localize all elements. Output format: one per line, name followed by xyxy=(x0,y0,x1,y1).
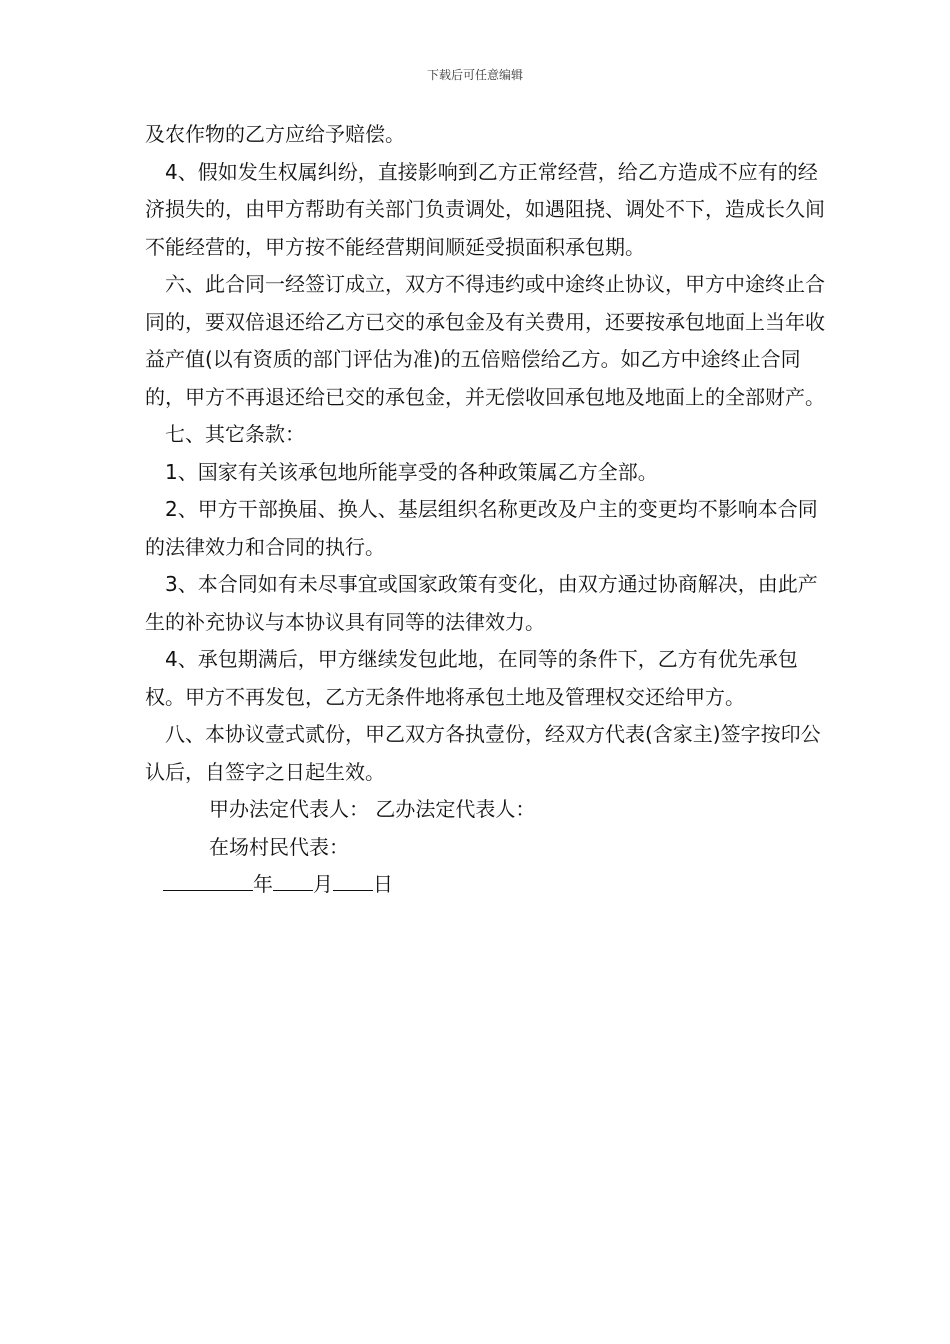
signature-line-parties xyxy=(145,791,835,829)
paragraph-continuation: 及农作物的乙方应给予赔偿。 xyxy=(145,122,405,146)
date-month-label: 月 xyxy=(313,872,333,896)
date-month-blank xyxy=(273,870,313,891)
paragraph-clause-1: 1、国家有关该承包地所能享受的各种政策属乙方全部。 xyxy=(165,459,658,484)
signature-villagers-label: 在场村民代表： xyxy=(209,834,349,859)
date-year-label: 年 xyxy=(253,872,273,896)
date-line xyxy=(145,866,835,904)
signature-party-a-label: 甲办法定代表人： xyxy=(209,797,369,821)
paragraph-clause-4-dispute: 4、假如发生权属纠纷，直接影响到乙方正常经营，给乙方造成不应有的经济损失的，由甲方帮助有关部门负责调处，如遇阻挠、调处不下，造成长久间不能经营的，甲方按不能经营期间顺延受损面积承包期。 xyxy=(145,159,825,259)
signature-line-villagers xyxy=(145,829,835,867)
paragraph-clause-2: 2、甲方干部换届、换人、基层组织名称更改及户主的变更均不影响本合同的法律效力和合同的执行。 xyxy=(145,497,818,559)
paragraph-section-6: 六、此合同一经签订成立，双方不得违约或中途终止协议，甲方中途终止合同的，要双倍退还给乙方已交的承包金及有关费用，还要按承包地面上当年收益产值(以有资质的部门评估为准)的五倍赔偿给乙方。如乙方中途终止合同的，甲方不再退还给已交的承包金，并无偿收回承包地及地面上的全部财产。 xyxy=(145,272,825,409)
document-body xyxy=(145,116,835,904)
paragraph-section-7-heading: 七、其它条款： xyxy=(165,422,305,446)
date-year-blank xyxy=(163,870,253,891)
paragraph-clause-4-renewal: 4、承包期满后，甲方继续发包此地，在同等的条件下，乙方有优先承包权。甲方不再发包，乙方无条件地将承包土地及管理权交还给甲方。 xyxy=(145,647,798,709)
date-day-blank xyxy=(333,870,373,891)
page-header-note: 下载后可任意编辑 xyxy=(426,68,523,82)
paragraph-clause-3: 3、本合同如有未尽事宜或国家政策有变化，由双方通过协商解决，由此产生的补充协议与本协议具有同等的法律效力。 xyxy=(145,572,818,634)
signature-party-b-label: 乙办法定代表人： xyxy=(375,797,536,821)
paragraph-section-8: 八、本协议壹式贰份，甲乙双方各执壹份，经双方代表(含家主)签字按印公认后，自签字之日起生效。 xyxy=(145,722,821,784)
date-day-label: 日 xyxy=(373,872,393,896)
